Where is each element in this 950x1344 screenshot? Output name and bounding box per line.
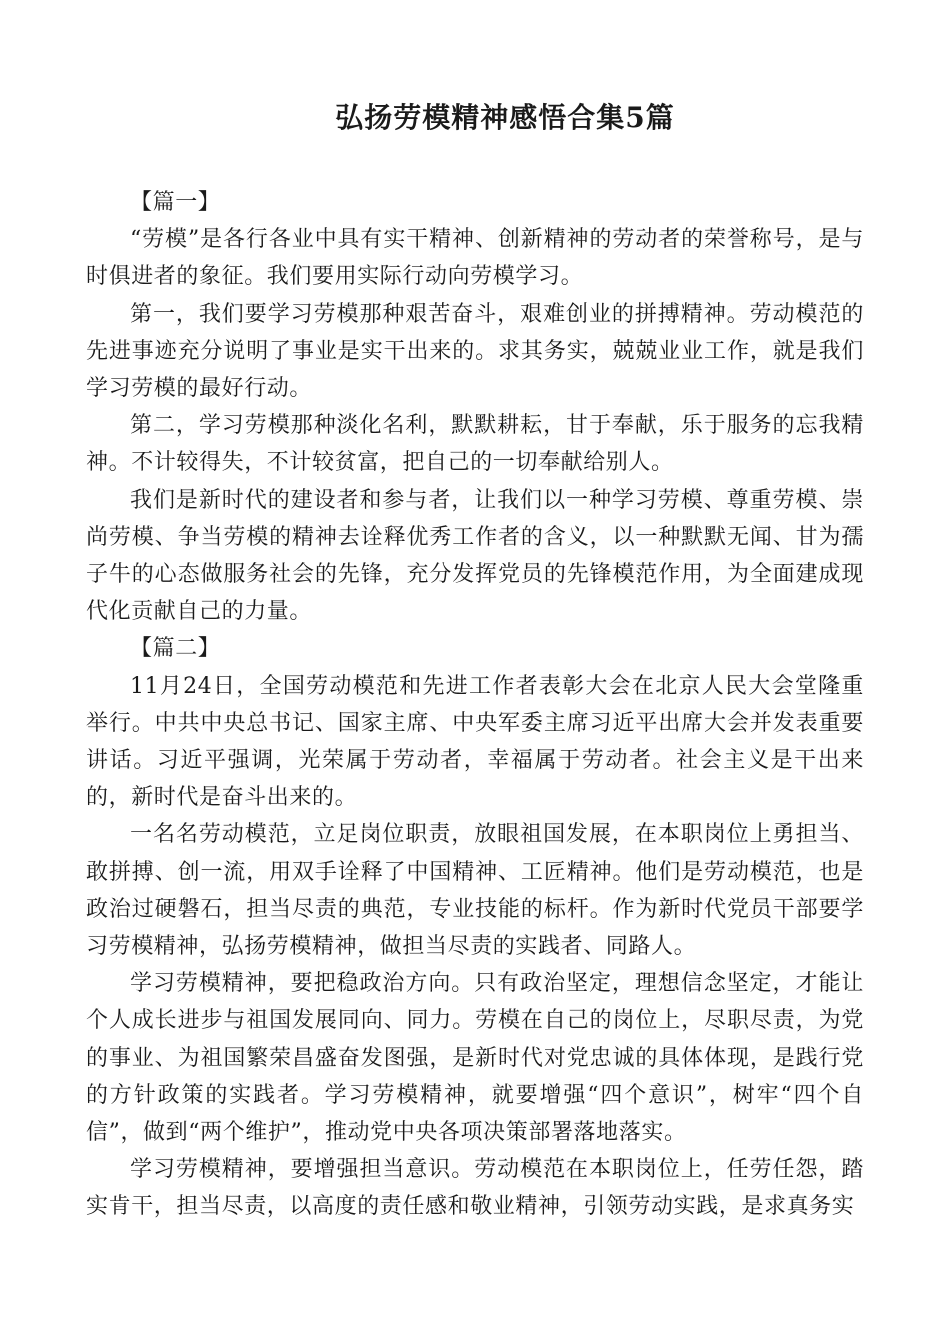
paragraph: 学习劳模精神，要增强担当意识。劳动模范在本职岗位上，任劳任怨，踏实肯干，担当尽责，以高度的责任感和敬业精神，引领劳动实践，是求真务实 [86,1157,864,1220]
paragraph: 一名名劳动模范，立足岗位职责，放眼祖国发展，在本职岗位上勇担当、敢拼搏、创一流，用双手诠释了中国精神、工匠精神。他们是劳动模范，也是政治过硬磐石，担当尽责的典范，专业技能的标杆。作为新时代党员干部要学习劳模精神，弘扬劳模精神，做担当尽责的实践者、同路人。 [86,822,864,960]
document-title: 弘扬劳模精神感悟合集5篇 [335,101,675,134]
paragraph: 学习劳模精神，要把稳政治方向。只有政治坚定，理想信念坚定，才能让个人成长进步与祖国发展同向、同力。劳模在自己的岗位上，尽职尽责，为党的事业、为祖国繁荣昌盛奋发图强，是新时代对党忠诚的具体体现，是践行党的方针政策的实践者。学习劳模精神，就要增强“四个意识”，树牢“四个自信”，做到“两个维护”，推动党中央各项决策部署落地落实。 [86,971,864,1146]
paragraph: 第一，我们要学习劳模那种艰苦奋斗，艰难创业的拼搏精神。劳动模范的先进事迹充分说明了事业是实干出来的。求其务实，兢兢业业工作，就是我们学习劳模的最好行动。 [86,301,864,402]
document-body [86,184,864,1226]
paragraph: 11月24日，全国劳动模范和先进工作者表彰大会在北京人民大会堂隆重举行。中共中央总书记、国家主席、中央军委主席习近平出席大会并发表重要讲话。习近平强调，光荣属于劳动者，幸福属于劳动者。社会主义是干出来的，新时代是奋斗出来的。 [86,673,864,811]
section-heading-1: 【篇一】 [130,190,221,215]
paragraph: “劳模”是各行各业中具有实干精神、创新精神的劳动者的荣誉称号，是与时俱进者的象征。我们要用实际行动向劳模学习。 [86,227,864,290]
section-heading-2: 【篇二】 [130,636,221,662]
paragraph: 我们是新时代的建设者和参与者，让我们以一种学习劳模、尊重劳模、崇尚劳模、争当劳模的精神去诠释优秀工作者的含义，以一种默默无闻、甘为孺子牛的心态做服务社会的先锋，充分发挥党员的先锋模范作用，为全面建成现代化贡献自己的力量。 [86,487,864,625]
paragraph: 第二，学习劳模那种淡化名利，默默耕耘，甘于奉献，乐于服务的忘我精神。不计较得失，不计较贫富，把自己的一切奉献给别人。 [86,413,864,476]
